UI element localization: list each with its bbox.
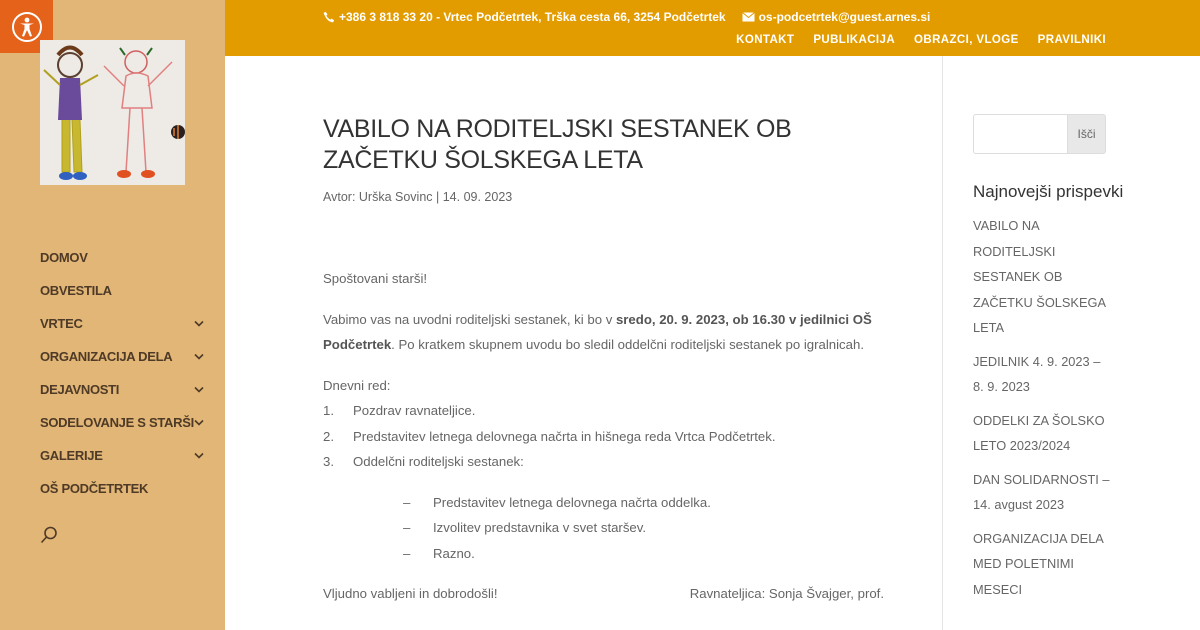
chevron-down-icon[interactable] — [194, 386, 204, 393]
sidebar — [0, 0, 225, 630]
sidebar-item[interactable] — [40, 373, 210, 406]
secondary-nav — [736, 34, 1106, 46]
chevron-down-icon[interactable] — [194, 353, 204, 360]
agenda-subitems — [323, 490, 903, 567]
sidebar-item[interactable] — [40, 439, 210, 472]
recent-post-link[interactable]: ODDELKI ZA ŠOLSKO LETO 2023/2024 — [973, 412, 1105, 453]
nav-link-pravilniki[interactable]: PRAVILNIKI — [1037, 34, 1106, 46]
closing-row — [323, 581, 884, 607]
post-header — [323, 114, 903, 204]
sidebar-item-label: ORGANIZACIJA DELA — [40, 349, 173, 364]
agenda-num: 1. — [323, 403, 334, 418]
agenda-num: 3. — [323, 454, 334, 469]
chevron-down-icon[interactable] — [194, 320, 204, 327]
recent-posts-list — [973, 213, 1113, 610]
agenda-text: Predstavitev letnega delovnega načrta in hišnega reda Vrtca Podčetrtek. — [353, 428, 776, 444]
subitem — [323, 515, 903, 541]
accessibility-icon — [11, 11, 43, 43]
subitem-text: Izvolitev predstavnika v svet staršev. — [433, 520, 647, 535]
sidebar-item[interactable] — [40, 241, 210, 274]
chevron-down-icon[interactable] — [194, 419, 204, 426]
nav-link-obrazci[interactable]: OBRAZCI, VLOGE — [914, 34, 1019, 46]
recent-posts-title: Najnovejši prispevki — [973, 182, 1124, 201]
nav-link-publikacija[interactable]: PUBLIKACIJA — [813, 34, 896, 46]
greeting: Spoštovani starši! — [323, 271, 428, 286]
sidebar-item-label: DEJAVNOSTI — [40, 382, 120, 397]
phone-icon — [323, 11, 335, 23]
subitem-dash: – — [403, 494, 411, 510]
sidebar-item[interactable] — [40, 274, 210, 307]
agenda-item — [323, 449, 903, 475]
chevron-down-icon[interactable] — [194, 452, 204, 459]
contact-info — [323, 10, 930, 24]
email-text: os-podcetrtek@guest.arnes.si — [758, 10, 931, 24]
subitem — [323, 541, 903, 567]
nav-link-kontakt[interactable]: KONTAKT — [736, 34, 795, 46]
phone-address-text: +386 3 818 33 20 - Vrtec Podčetrtek, Trška cesta 66, 3254 Podčetrtek — [339, 10, 726, 24]
sidebar-item-label: OBVESTILA — [40, 283, 112, 298]
agenda-text: Oddelčni roditeljski sestanek: — [353, 454, 524, 469]
search-button[interactable]: Išči — [1067, 114, 1106, 154]
sidebar-search-button[interactable] — [40, 526, 58, 548]
intro-bold-date: sredo, 20. 9. 2023, ob 16.30 v jedilnici OŠ Podčetrtek — [323, 311, 872, 352]
signature: Ravnateljica: Sonja Švajger, prof. — [689, 586, 884, 601]
search-icon — [40, 526, 58, 544]
recent-post-link[interactable]: ORGANIZACIJA DELA MED POLETNIMI MESECI — [973, 530, 1104, 597]
recent-post-link[interactable]: VABILO NA RODITELJSKI SESTANEK OB ZAČETKU ŠOLSKEGA LETA — [973, 218, 1106, 335]
post-body — [323, 266, 903, 607]
closing-text: Vljudno vabljeni in dobrodošli! — [323, 586, 498, 601]
agenda-item — [323, 398, 903, 424]
sidebar-item[interactable] — [40, 307, 210, 340]
subitem-dash: – — [403, 520, 411, 535]
agenda-text: Pozdrav ravnateljice. — [353, 403, 476, 418]
sidebar-item[interactable] — [40, 406, 210, 439]
sidebar-item[interactable] — [40, 340, 210, 373]
email-link[interactable] — [742, 10, 931, 24]
content-divider — [942, 56, 943, 630]
sidebar-item-label: VRTEC — [40, 316, 83, 331]
agenda — [323, 373, 903, 475]
search-widget — [973, 114, 1106, 154]
site-logo[interactable] — [40, 40, 185, 185]
post-meta: Avtor: Urška Sovinc | 14. 09. 2023 — [323, 190, 513, 204]
agenda-item — [323, 424, 903, 450]
subitem-dash: – — [403, 545, 411, 561]
main-nav — [40, 241, 210, 505]
sidebar-item-label: OŠ PODČETRTEK — [40, 481, 149, 496]
recent-post-link[interactable]: JEDILNIK 4. 9. 2023 – 8. 9. 2023 — [973, 353, 1101, 394]
subitem-text: Razno. — [433, 545, 475, 561]
intro-text-end: . Po kratkem skupnem uvodu bo sledil oddelčni roditeljski sestanek po igralnicah. — [391, 337, 864, 352]
top-bar — [225, 0, 1200, 56]
sidebar-item-label: GALERIJE — [40, 448, 103, 463]
sidebar-item-label: SODELOVANJE S STARŠI — [40, 415, 194, 430]
envelope-icon — [742, 12, 755, 22]
sidebar-item[interactable] — [40, 472, 210, 505]
intro-paragraph — [323, 307, 903, 358]
search-input[interactable] — [973, 114, 1067, 154]
post-title: VABILO NA RODITELJSKI SESTANEK OB ZAČETKU ŠOLSKEGA LETA — [323, 115, 792, 174]
intro-text: Vabimo vas na uvodni roditeljski sestanek, ki bo v — [323, 311, 616, 327]
agenda-title: Dnevni red: — [323, 377, 391, 393]
sidebar-item-label: DOMOV — [40, 250, 88, 265]
agenda-num: 2. — [323, 428, 334, 444]
children-drawing-logo — [40, 40, 185, 185]
subitem — [323, 490, 903, 516]
subitem-text: Predstavitev letnega delovnega načrta oddelka. — [433, 494, 711, 510]
recent-post-link[interactable]: DAN SOLIDARNOSTI – 14. avgust 2023 — [973, 471, 1110, 512]
